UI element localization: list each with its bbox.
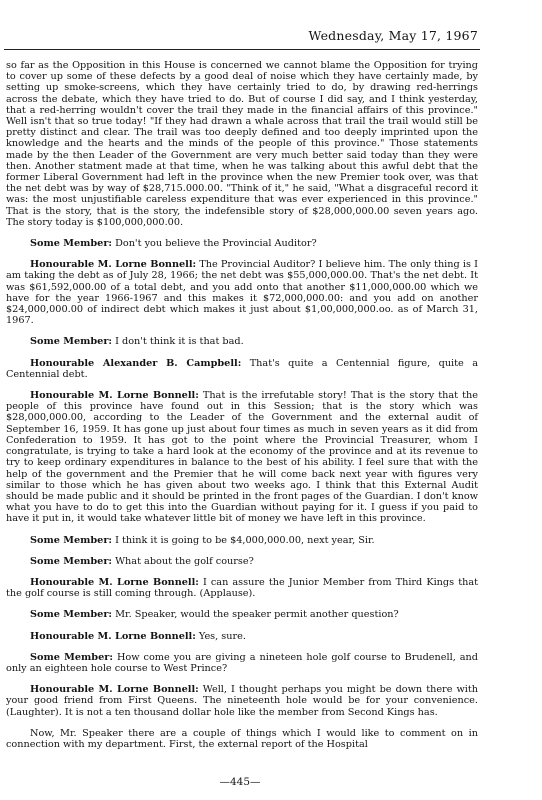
paragraph-text: That is the irrefutable story! That is the story that the people of this province have found out in this Session; that is the story which was $28,000,000.00, according to the Leader of the Government and the external audit of September 16, 1959. It has gone up just about four times as much in seven years as it did from Confederation to 1959. It has got to the point where the Provincial Treasurer, whom I congratulate, is trying to take a hard look at the economy of the province and at its revenue to try to keep ordinary expenditures in balance to the best of his ability. I feel sure that with the help of the government and the Premier that he will come back next year with figures very similar to those which he has given about two weeks ago. I think that this External Audit should be made public and it should be printed in the front pages of the Guardian. I don't know what you have to do to get this into the Guardian without paying for it. I guess if you paid to have it put in, it would take whatever little bit of money we have left in this province. — [6, 390, 478, 525]
paragraph-text: The Provincial Auditor? I believe him. The only thing is I am taking the debt as of July 28, 1966; the net debt was $55,000,000.00. That's the net debt. It was $61,592,000.00 of a total debt, and you add onto that another $11,000,000.00 which we have for the year 1966-1967 and this makes it $72,000,000.00: and you add on another $24,000,000.00 of indirect debt which makes it just about $1,00,000,000.oo. as of March 31, 1967. — [6, 259, 478, 327]
paragraph-text: What about the golf course? — [115, 555, 254, 567]
page-number: —445— — [219, 776, 261, 788]
paragraph-text: Yes, sure. — [198, 630, 246, 642]
speaker-name: Honourable M. Lorne Bonnell: — [30, 576, 199, 588]
hansard-text — [6, 60, 478, 760]
paragraph — [6, 631, 478, 642]
paragraph — [6, 259, 478, 326]
paragraph — [6, 556, 478, 567]
speaker-name: Some Member: — [30, 609, 112, 621]
paragraph-text: I don't think it is that bad. — [115, 336, 244, 348]
paragraph-text: Well, I thought perhaps you might be down there with your good friend from First Queens. The nineteenth hole would be for your convenience. (Laughter). It is not a ten thousand dollar hole like the member from Second Kings has. — [6, 684, 478, 718]
paragraph — [6, 336, 478, 347]
paragraph — [6, 652, 478, 674]
paragraph — [6, 390, 478, 524]
speaker-name: Some Member: — [30, 534, 112, 546]
speaker-name: Honourable M. Lorne Bonnell: — [30, 630, 196, 642]
paragraph — [6, 60, 478, 228]
paragraph-text: Now, Mr. Speaker there are a couple of things which I would like to comment on in connection with my department. First, the external report of the Hospital — [6, 727, 478, 750]
speaker-name: Some Member: — [30, 336, 112, 348]
speaker-name: Honourable M. Lorne Bonnell: — [30, 684, 199, 696]
paragraph — [6, 535, 478, 546]
paragraph-text: Mr. Speaker, would the speaker permit another question? — [115, 609, 399, 621]
speaker-name: Honourable M. Lorne Bonnell: — [30, 390, 199, 402]
paragraph — [6, 728, 478, 750]
speaker-name: Some Member: — [30, 555, 112, 567]
paragraph-text: Don't you believe the Provincial Auditor? — [115, 238, 317, 250]
speaker-name: Some Member: — [30, 651, 113, 663]
speaker-name: Some Member: — [30, 238, 112, 250]
speaker-name: Honourable Alexander B. Campbell: — [30, 357, 242, 369]
paragraph-text: so far as the Opposition in this House is concerned we cannot blame the Opposition for trying to cover up some of these defects by a good deal of noise which they have certainly made, by setting up smoke-screens, which they have certainly tried to do, by drawing red-herrings across the debate, which they have tried to do. But of course I did say, and I think yesterday, that a red-herring wouldn't cover the trail they made in the financial affairs of this province." Well isn't that so true today! "If they had drawn a whale across that trail the trail would still be pretty distinct and clear. The trail was too deeply defined and too deeply imprinted upon the knowledge and the hearts and the minds of the people of this province." Those statements made by the then Leader of the Government are very much better said today than they were then. Another statment made at that time, when he was talking about this awful debt that the former Liberal Government had left in the province when the new Premier took over, was that the net debt was by way of $28,715.000.00. "Think of it," he said, "What a disgraceful record it was: the most unjustifiable careless expenditure that was ever experienced in this province." That is the story, that is the story, the indefensible story of $28,000,000.00 seven years ago. The story today is $100,000,000.00. — [6, 60, 478, 228]
header-rule — [4, 49, 480, 50]
paragraph — [6, 609, 478, 620]
paragraph — [6, 238, 478, 249]
paragraph — [6, 684, 478, 718]
page-header-date: Wednesday, May 17, 1967 — [308, 28, 478, 43]
paragraph — [6, 577, 478, 599]
speaker-name: Honourable M. Lorne Bonnell: — [30, 259, 197, 271]
paragraph-text: I can assure the Junior Member from Third Kings that the golf course is still coming through. (Applause). — [6, 576, 478, 600]
paragraph-text: That's quite a Centennial figure, quite a Centennial debt. — [6, 357, 478, 380]
paragraph-text: How come you are giving a nineteen hole golf course to Brudenell, and only an eighteen hole course to West Prince? — [6, 651, 479, 674]
paragraph-text: I think it is going to be $4,000,000.00, next year, Sir. — [115, 534, 375, 546]
paragraph — [6, 358, 478, 380]
